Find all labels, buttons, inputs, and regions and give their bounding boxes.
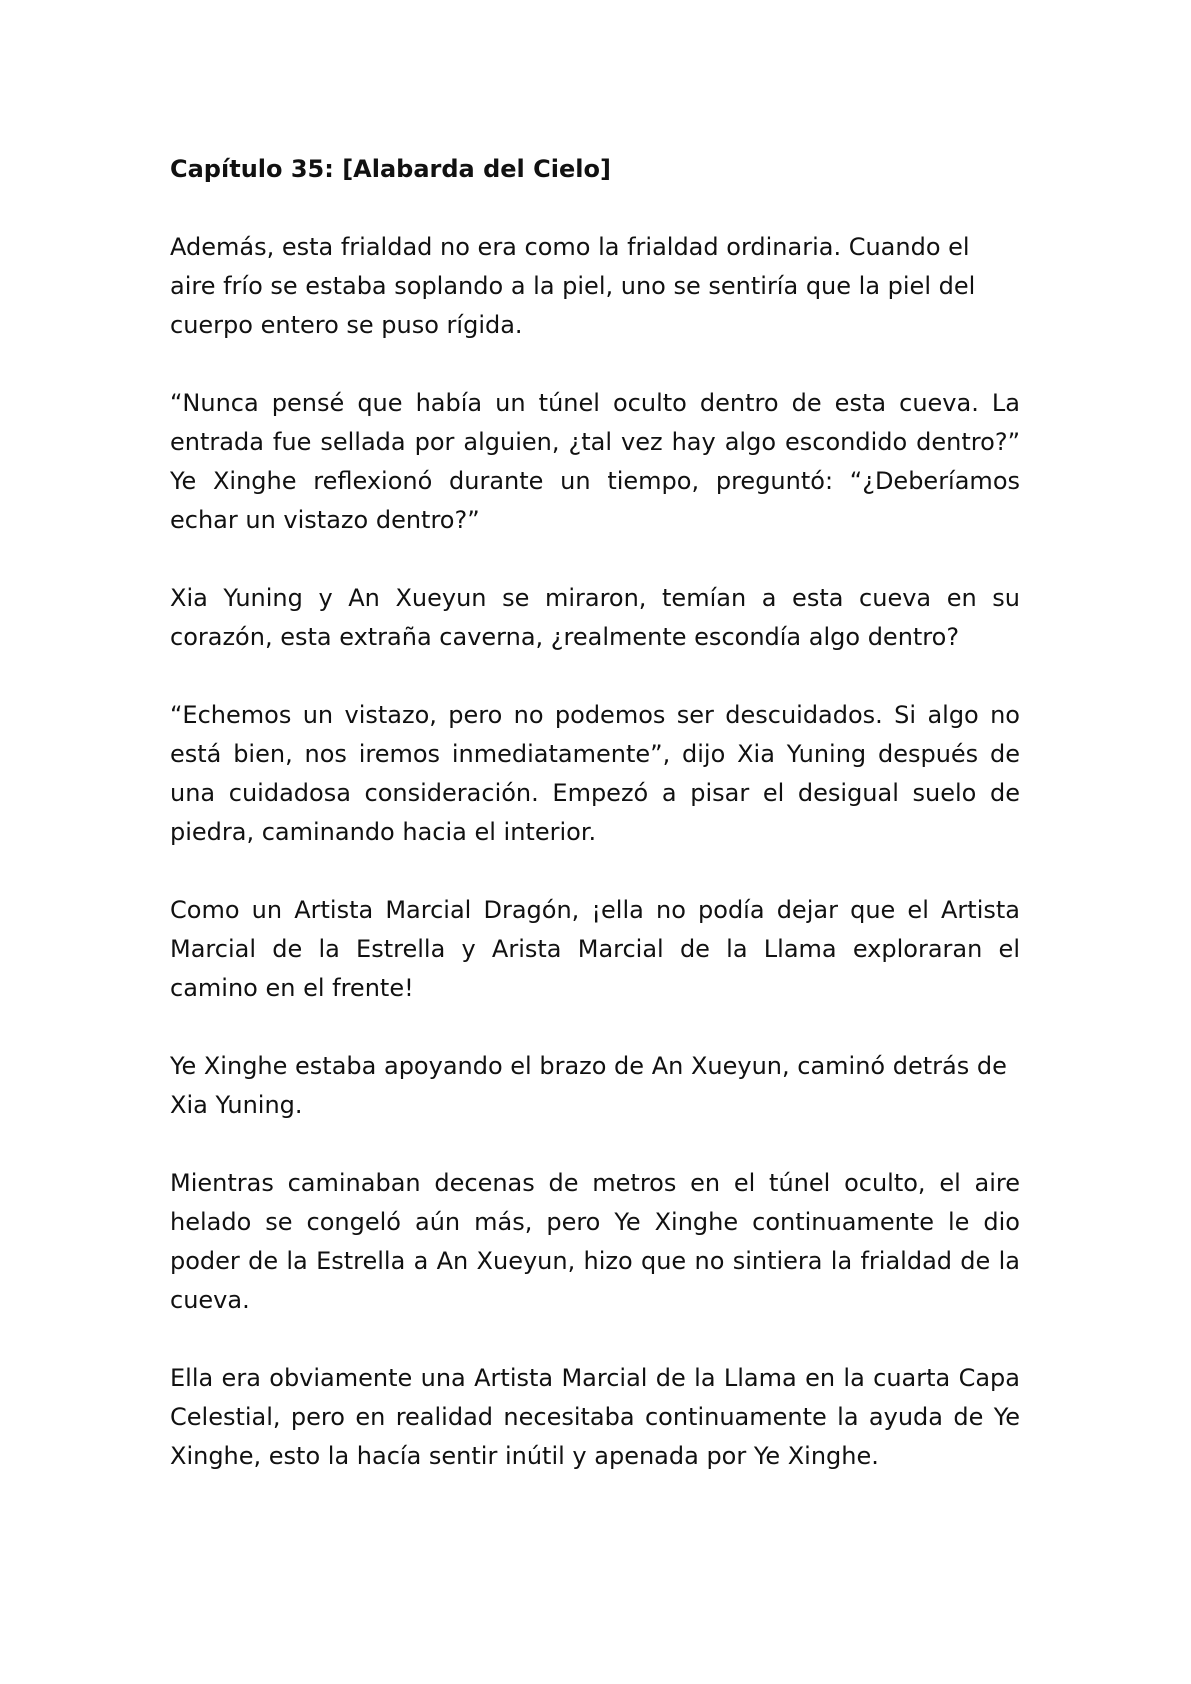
paragraph-3: Xia Yuning y An Xueyun se miraron, temían a esta cueva en su corazón, esta extraña caverna, ¿realmente escondía algo dentro? <box>170 584 1020 651</box>
paragraph-5: Como un Artista Marcial Dragón, ¡ella no podía dejar que el Artista Marcial de la Estrella y Arista Marcial de la Llama exploraran el camino en el frente! <box>170 896 1020 1002</box>
paragraph-2: “Nunca pensé que había un túnel oculto dentro de esta cueva. La entrada fue sellada por alguien, ¿tal vez hay algo escondido dentro?” Ye Xinghe reflexionó durante un tiempo, preguntó: “¿Deberíamos echar un vistazo dentro?” <box>170 389 1020 534</box>
paragraph-8: Ella era obviamente una Artista Marcial de la Llama en la cuarta Capa Celestial, pero en realidad necesitaba continuamente la ayuda de Ye Xinghe, esto la hacía sentir inútil y apenada por Ye Xinghe. <box>170 1364 1020 1470</box>
chapter-title: Capítulo 35: [Alabarda del Cielo] <box>170 155 611 183</box>
paragraph-1: Además, esta frialdad no era como la frialdad ordinaria. Cuando el aire frío se estaba soplando a la piel, uno se sentiría que la piel del cuerpo entero se puso rígida. <box>170 233 976 339</box>
paragraph-4: “Echemos un vistazo, pero no podemos ser descuidados. Si algo no está bien, nos iremos inmediatamente”, dijo Xia Yuning después de una cuidadosa consideración. Empezó a pisar el desigual suelo de piedra, caminando hacia el interior. <box>170 701 1020 846</box>
paragraph-6: Ye Xinghe estaba apoyando el brazo de An Xueyun, caminó detrás de Xia Yuning. <box>170 1052 1007 1119</box>
paragraph-7: Mientras caminaban decenas de metros en el túnel oculto, el aire helado se congeló aún más, pero Ye Xinghe continuamente le dio poder de la Estrella a An Xueyun, hizo que no sintiera la frialdad de la cueva. <box>170 1169 1020 1314</box>
document-page <box>170 150 1020 1515</box>
